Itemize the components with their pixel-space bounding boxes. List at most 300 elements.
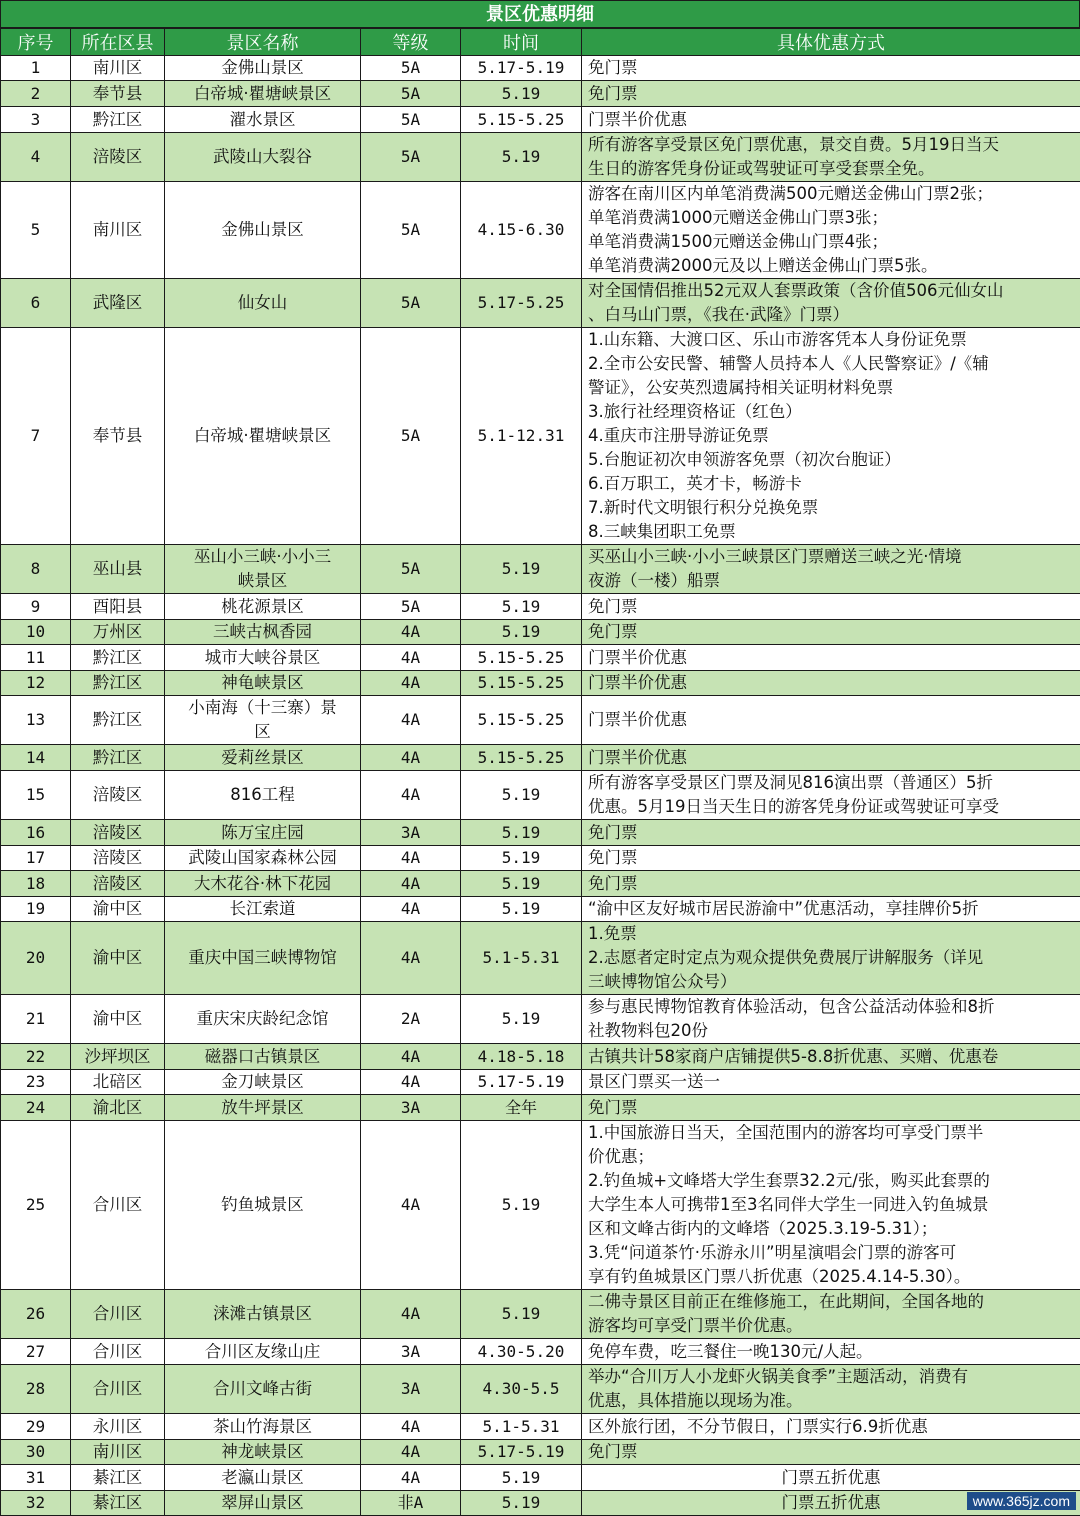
table-row: [1, 696, 1080, 745]
cell-detail-line: 二佛寺景区目前正在维修施工，在此期间，全国各地的: [588, 1290, 1074, 1314]
cell-detail: [582, 1095, 1080, 1121]
cell-no: 24: [1, 1095, 71, 1121]
cell-no: 22: [1, 1044, 71, 1070]
table-row: [1, 1440, 1080, 1465]
cell-scenic-name-line: 长江索道: [169, 897, 356, 921]
cell-scenic-name: [165, 1440, 361, 1465]
cell-detail-line: 买巫山小三峡·小小三峡景区门票赠送三峡之光·情境: [588, 545, 1074, 569]
cell-detail: [582, 871, 1080, 897]
cell-detail: [582, 1044, 1080, 1070]
cell-detail-line: 对全国情侣推出52元双人套票政策（含价值506元仙女山: [588, 279, 1074, 303]
table-row: [1, 995, 1080, 1044]
cell-detail-line: 免门票: [588, 1096, 1074, 1120]
cell-district: 黔江区: [71, 745, 165, 771]
cell-district: 渝中区: [71, 897, 165, 922]
cell-detail-line: 免门票: [588, 1440, 1074, 1464]
table-row: [1, 1491, 1080, 1516]
table-row: [1, 1044, 1080, 1070]
cell-detail: [582, 645, 1080, 671]
cell-district: 永川区: [71, 1414, 165, 1440]
cell-detail: [582, 620, 1080, 645]
cell-detail-line: 单笔消费满2000元及以上赠送金佛山门票5张。: [588, 254, 1074, 278]
table-row: [1, 1339, 1080, 1365]
cell-detail-line: 免门票: [588, 595, 1074, 619]
cell-time: 5.15-5.25: [461, 745, 582, 771]
cell-no: 27: [1, 1339, 71, 1365]
table-row: [1, 182, 1080, 279]
cell-no: 1: [1, 56, 71, 81]
cell-no: 20: [1, 922, 71, 995]
cell-no: 6: [1, 279, 71, 328]
cell-detail-line: 区外旅行团，不分节假日，门票实行6.9折优惠: [588, 1415, 1074, 1439]
cell-scenic-name: [165, 81, 361, 107]
cell-scenic-name: [165, 671, 361, 696]
cell-scenic-name-line: 重庆中国三峡博物馆: [169, 946, 356, 970]
cell-district: 北碚区: [71, 1070, 165, 1095]
cell-detail: [582, 1121, 1080, 1290]
cell-district: 合川区: [71, 1339, 165, 1365]
cell-grade: 4A: [361, 771, 461, 820]
cell-time: 5.1-5.31: [461, 1414, 582, 1440]
table-row: [1, 1365, 1080, 1414]
cell-grade: 4A: [361, 645, 461, 671]
cell-detail-line: “渝中区友好城市居民游渝中”优惠活动，享挂牌价5折: [588, 897, 1074, 921]
table-body: [1, 56, 1080, 1516]
table-row: [1, 897, 1080, 922]
cell-scenic-name-line: 大木花谷·林下花园: [169, 872, 356, 896]
cell-no: 29: [1, 1414, 71, 1440]
cell-scenic-name: [165, 771, 361, 820]
cell-grade: 4A: [361, 1044, 461, 1070]
header-scenic-name: 景区名称: [165, 29, 361, 56]
cell-scenic-name-line: 合川文峰古街: [169, 1377, 356, 1401]
cell-no: 17: [1, 846, 71, 871]
cell-detail-line: 游客均可享受门票半价优惠。: [588, 1314, 1074, 1338]
cell-scenic-name: [165, 133, 361, 182]
cell-district: 涪陵区: [71, 133, 165, 182]
cell-scenic-name-line: 小南海（十三寨）景: [169, 696, 356, 720]
cell-district: 巫山县: [71, 545, 165, 594]
cell-detail-line: 门票半价优惠: [588, 671, 1074, 695]
cell-grade: 4A: [361, 1290, 461, 1339]
cell-grade: 5A: [361, 107, 461, 133]
cell-no: 4: [1, 133, 71, 182]
cell-detail-line: 警证》，公安英烈遗属持相关证明材料免票: [588, 376, 1074, 400]
cell-detail-line: 门票半价优惠: [588, 746, 1074, 770]
cell-detail: [582, 745, 1080, 771]
cell-no: 31: [1, 1465, 71, 1491]
table-row: [1, 1465, 1080, 1491]
cell-time: 5.17-5.25: [461, 279, 582, 328]
cell-scenic-name-line: 磁器口古镇景区: [169, 1045, 356, 1069]
cell-no: 30: [1, 1440, 71, 1465]
cell-grade: 4A: [361, 620, 461, 645]
cell-time: 5.19: [461, 620, 582, 645]
cell-detail-line: 免停车费，吃三餐住一晚130元/人起。: [588, 1340, 1074, 1364]
cell-scenic-name: [165, 1095, 361, 1121]
table-row: [1, 846, 1080, 871]
cell-grade: 2A: [361, 995, 461, 1044]
cell-scenic-name: [165, 1491, 361, 1516]
cell-scenic-name: [165, 897, 361, 922]
cell-scenic-name-line: 老瀛山景区: [169, 1466, 356, 1490]
cell-grade: 4A: [361, 696, 461, 745]
table-row: [1, 1290, 1080, 1339]
cell-district: 奉节县: [71, 328, 165, 545]
cell-grade: 5A: [361, 545, 461, 594]
cell-grade: 4A: [361, 1121, 461, 1290]
cell-detail: [582, 771, 1080, 820]
cell-scenic-name-line: 金刀峡景区: [169, 1070, 356, 1094]
cell-district: 万州区: [71, 620, 165, 645]
cell-scenic-name: [165, 182, 361, 279]
cell-no: 9: [1, 594, 71, 620]
cell-detail-line: 2.志愿者定时定点为观众提供免费展厅讲解服务（详见: [588, 946, 1074, 970]
cell-scenic-name-line: 武陵山大裂谷: [169, 145, 356, 169]
cell-district: 黔江区: [71, 696, 165, 745]
cell-grade: 3A: [361, 820, 461, 846]
cell-detail-line: 优惠，具体措施以现场为准。: [588, 1389, 1074, 1413]
cell-detail-line: 区和文峰古街内的文峰塔（2025.3.19-5.31）；: [588, 1217, 1074, 1241]
cell-grade: 4A: [361, 846, 461, 871]
cell-district: 渝中区: [71, 995, 165, 1044]
cell-scenic-name-line: 巫山小三峡·小小三: [169, 545, 356, 569]
cell-scenic-name: [165, 871, 361, 897]
cell-detail: [582, 995, 1080, 1044]
cell-detail: [582, 671, 1080, 696]
cell-scenic-name-line: 神龟峡景区: [169, 671, 356, 695]
cell-scenic-name-line: 合川区友缘山庄: [169, 1340, 356, 1364]
cell-scenic-name: [165, 1465, 361, 1491]
cell-scenic-name: [165, 620, 361, 645]
cell-district: 酉阳县: [71, 594, 165, 620]
cell-grade: 3A: [361, 1095, 461, 1121]
table-row: [1, 107, 1080, 133]
cell-detail: [582, 107, 1080, 133]
cell-time: 4.30-5.5: [461, 1365, 582, 1414]
cell-district: 涪陵区: [71, 771, 165, 820]
cell-grade: 5A: [361, 56, 461, 81]
cell-time: 5.17-5.19: [461, 1070, 582, 1095]
cell-time: 4.15-6.30: [461, 182, 582, 279]
cell-detail: [582, 1440, 1080, 1465]
cell-detail: [582, 897, 1080, 922]
cell-detail-line: 门票五折优惠: [588, 1491, 1074, 1515]
cell-time: 5.1-12.31: [461, 328, 582, 545]
cell-detail-line: 1.山东籍、大渡口区、乐山市游客凭本人身份证免票: [588, 328, 1074, 352]
cell-detail-line: 4.重庆市注册导游证免票: [588, 424, 1074, 448]
cell-no: 11: [1, 645, 71, 671]
cell-detail: [582, 1465, 1080, 1491]
cell-detail-line: 景区门票买一送一: [588, 1070, 1074, 1094]
cell-detail: [582, 56, 1080, 81]
cell-time: 全年: [461, 1095, 582, 1121]
table-row: [1, 1095, 1080, 1121]
cell-scenic-name-line: 桃花源景区: [169, 595, 356, 619]
cell-district: 沙坪坝区: [71, 1044, 165, 1070]
cell-scenic-name-line: 放牛坪景区: [169, 1096, 356, 1120]
cell-detail-line: 3.凭“问道茶竹·乐游永川”明星演唱会门票的游客可: [588, 1241, 1074, 1265]
cell-no: 13: [1, 696, 71, 745]
table-row: [1, 1070, 1080, 1095]
cell-time: 5.19: [461, 1290, 582, 1339]
cell-detail-line: 单笔消费满1500元赠送金佛山门票4张；: [588, 230, 1074, 254]
cell-time: 5.19: [461, 594, 582, 620]
cell-time: 5.17-5.19: [461, 1440, 582, 1465]
table-row: [1, 645, 1080, 671]
table-row: [1, 545, 1080, 594]
watermark: www.365jz.com: [967, 1492, 1076, 1510]
cell-grade: 3A: [361, 1339, 461, 1365]
cell-detail-line: 8.三峡集团职工免票: [588, 520, 1074, 544]
cell-detail: [582, 545, 1080, 594]
table-row: [1, 745, 1080, 771]
cell-district: 南川区: [71, 1440, 165, 1465]
cell-detail: [582, 594, 1080, 620]
cell-grade: 4A: [361, 1070, 461, 1095]
cell-time: 5.19: [461, 1121, 582, 1290]
header-district: 所在区县: [71, 29, 165, 56]
header-no: 序号: [1, 29, 71, 56]
cell-detail-line: 免门票: [588, 620, 1074, 644]
cell-scenic-name-line: 武陵山国家森林公园: [169, 846, 356, 870]
cell-scenic-name-line: 重庆宋庆龄纪念馆: [169, 1007, 356, 1031]
cell-no: 7: [1, 328, 71, 545]
header-time: 时间: [461, 29, 582, 56]
cell-no: 26: [1, 1290, 71, 1339]
cell-district: 黔江区: [71, 645, 165, 671]
table-row: [1, 594, 1080, 620]
cell-scenic-name-line: 峡景区: [169, 569, 356, 593]
cell-time: 5.19: [461, 1491, 582, 1516]
table-row: [1, 1414, 1080, 1440]
cell-scenic-name: [165, 56, 361, 81]
cell-scenic-name: [165, 922, 361, 995]
cell-detail: [582, 696, 1080, 745]
cell-grade: 4A: [361, 1414, 461, 1440]
cell-scenic-name: [165, 279, 361, 328]
table-row: [1, 81, 1080, 107]
cell-detail-line: 7.新时代文明银行积分兑换免票: [588, 496, 1074, 520]
cell-time: 5.19: [461, 545, 582, 594]
cell-time: 5.15-5.25: [461, 645, 582, 671]
cell-detail: [582, 279, 1080, 328]
cell-detail-line: 免门票: [588, 821, 1074, 845]
cell-scenic-name: [165, 1339, 361, 1365]
cell-district: 黔江区: [71, 107, 165, 133]
cell-district: 涪陵区: [71, 846, 165, 871]
cell-scenic-name: [165, 696, 361, 745]
cell-scenic-name: [165, 846, 361, 871]
cell-detail-line: 享有钓鱼城景区门票八折优惠（2025.4.14-5.30）。: [588, 1265, 1074, 1289]
cell-detail-line: 价优惠；: [588, 1145, 1074, 1169]
cell-detail-line: 举办“合川万人小龙虾火锅美食季”主题活动，消费有: [588, 1365, 1074, 1389]
cell-scenic-name-line: 茶山竹海景区: [169, 1415, 356, 1439]
cell-time: 5.15-5.25: [461, 671, 582, 696]
cell-district: 涪陵区: [71, 871, 165, 897]
cell-detail-line: 免门票: [588, 56, 1074, 80]
cell-detail-line: 三峡博物馆公众号）: [588, 970, 1074, 994]
cell-grade: 4A: [361, 1440, 461, 1465]
cell-no: 10: [1, 620, 71, 645]
cell-no: 23: [1, 1070, 71, 1095]
cell-district: 合川区: [71, 1365, 165, 1414]
cell-scenic-name: [165, 995, 361, 1044]
cell-grade: 3A: [361, 1365, 461, 1414]
cell-detail: [582, 820, 1080, 846]
cell-detail-line: 2.钓鱼城+文峰塔大学生套票32.2元/张，购买此套票的: [588, 1169, 1074, 1193]
table-row: [1, 671, 1080, 696]
cell-detail: [582, 1414, 1080, 1440]
cell-detail-line: 社教物料包20份: [588, 1019, 1074, 1043]
cell-detail-line: 游客在南川区内单笔消费满500元赠送金佛山门票2张；: [588, 182, 1074, 206]
cell-detail: [582, 328, 1080, 545]
cell-grade: 4A: [361, 1465, 461, 1491]
cell-time: 5.19: [461, 846, 582, 871]
cell-grade: 5A: [361, 594, 461, 620]
cell-scenic-name: [165, 745, 361, 771]
cell-no: 14: [1, 745, 71, 771]
cell-scenic-name-line: 816工程: [169, 783, 356, 807]
cell-detail-line: 门票半价优惠: [588, 646, 1074, 670]
cell-time: 4.18-5.18: [461, 1044, 582, 1070]
table-row: [1, 56, 1080, 81]
cell-detail-line: 所有游客享受景区免门票优惠，景交自费。5月19日当天: [588, 133, 1074, 157]
cell-detail-line: 门票半价优惠: [588, 708, 1074, 732]
cell-district: 渝北区: [71, 1095, 165, 1121]
cell-grade: 5A: [361, 328, 461, 545]
table-row: [1, 620, 1080, 645]
cell-time: 5.19: [461, 820, 582, 846]
table-row: [1, 1121, 1080, 1290]
cell-time: 5.19: [461, 81, 582, 107]
cell-detail-line: 参与惠民博物馆教育体验活动，包含公益活动体验和8折: [588, 995, 1074, 1019]
table-row: [1, 871, 1080, 897]
cell-scenic-name-line: 白帝城·瞿塘峡景区: [169, 82, 356, 106]
cell-scenic-name: [165, 328, 361, 545]
table-row: [1, 820, 1080, 846]
cell-detail-line: 1.免票: [588, 922, 1074, 946]
cell-no: 15: [1, 771, 71, 820]
cell-scenic-name-line: 神龙峡景区: [169, 1440, 356, 1464]
header-grade: 等级: [361, 29, 461, 56]
cell-grade: 4A: [361, 897, 461, 922]
cell-no: 25: [1, 1121, 71, 1290]
cell-detail: [582, 922, 1080, 995]
cell-scenic-name-line: 爱莉丝景区: [169, 746, 356, 770]
cell-time: 5.15-5.25: [461, 107, 582, 133]
cell-no: 2: [1, 81, 71, 107]
cell-grade: 4A: [361, 922, 461, 995]
cell-no: 21: [1, 995, 71, 1044]
cell-detail-line: 所有游客享受景区门票及洞见816演出票（普通区）5折: [588, 771, 1074, 795]
cell-detail: [582, 133, 1080, 182]
cell-scenic-name-line: 濯水景区: [169, 108, 356, 132]
cell-time: 5.15-5.25: [461, 696, 582, 745]
cell-scenic-name: [165, 107, 361, 133]
cell-detail: [582, 1339, 1080, 1365]
table-row: [1, 133, 1080, 182]
cell-scenic-name: [165, 1365, 361, 1414]
cell-grade: 4A: [361, 745, 461, 771]
cell-scenic-name-line: 钓鱼城景区: [169, 1193, 356, 1217]
cell-scenic-name: [165, 1290, 361, 1339]
cell-detail-line: 古镇共计58家商户店铺提供5-8.8折优惠、买赠、优惠卷: [588, 1045, 1074, 1069]
cell-no: 19: [1, 897, 71, 922]
cell-grade: 非A: [361, 1491, 461, 1516]
table-row: [1, 328, 1080, 545]
cell-district: 武隆区: [71, 279, 165, 328]
cell-scenic-name-line: 城市大峡谷景区: [169, 646, 356, 670]
cell-scenic-name: [165, 594, 361, 620]
cell-scenic-name-line: 涞滩古镇景区: [169, 1302, 356, 1326]
cell-detail: [582, 182, 1080, 279]
cell-detail-line: 生日的游客凭身份证或驾驶证可享受套票全免。: [588, 157, 1074, 181]
cell-grade: 5A: [361, 182, 461, 279]
cell-scenic-name-line: 金佛山景区: [169, 56, 356, 80]
cell-detail-line: 单笔消费满1000元赠送金佛山门票3张；: [588, 206, 1074, 230]
cell-time: 5.19: [461, 871, 582, 897]
cell-detail: [582, 846, 1080, 871]
cell-detail: [582, 81, 1080, 107]
cell-scenic-name: [165, 645, 361, 671]
cell-time: 5.17-5.19: [461, 56, 582, 81]
cell-detail-line: 1.中国旅游日当天，全国范围内的游客均可享受门票半: [588, 1121, 1074, 1145]
cell-time: 5.19: [461, 897, 582, 922]
cell-detail-line: 大学生本人可携带1至3名同伴大学生一同进入钓鱼城景: [588, 1193, 1074, 1217]
cell-district: 綦江区: [71, 1491, 165, 1516]
cell-district: 黔江区: [71, 671, 165, 696]
cell-detail: [582, 1070, 1080, 1095]
cell-detail-line: 免门票: [588, 872, 1074, 896]
cell-detail: [582, 1365, 1080, 1414]
cell-scenic-name: [165, 1121, 361, 1290]
cell-detail-line: 6.百万职工，英才卡，畅游卡: [588, 472, 1074, 496]
cell-scenic-name-line: 三峡古枫香园: [169, 620, 356, 644]
cell-time: 5.19: [461, 1465, 582, 1491]
cell-time: 5.19: [461, 133, 582, 182]
cell-no: 12: [1, 671, 71, 696]
cell-detail-line: 门票五折优惠: [588, 1466, 1074, 1490]
cell-no: 28: [1, 1365, 71, 1414]
table-row: [1, 922, 1080, 995]
cell-scenic-name: [165, 1044, 361, 1070]
cell-time: 5.19: [461, 771, 582, 820]
cell-detail-line: 夜游（一楼）船票: [588, 569, 1074, 593]
cell-grade: 4A: [361, 671, 461, 696]
cell-detail-line: 3.旅行社经理资格证（红色）: [588, 400, 1074, 424]
cell-scenic-name: [165, 545, 361, 594]
table-row: [1, 279, 1080, 328]
cell-district: 渝中区: [71, 922, 165, 995]
cell-scenic-name-line: 金佛山景区: [169, 218, 356, 242]
cell-district: 合川区: [71, 1290, 165, 1339]
cell-district: 合川区: [71, 1121, 165, 1290]
cell-detail: [582, 1290, 1080, 1339]
cell-scenic-name-line: 白帝城·瞿塘峡景区: [169, 424, 356, 448]
cell-time: 5.1-5.31: [461, 922, 582, 995]
cell-district: 南川区: [71, 56, 165, 81]
cell-scenic-name-line: 陈万宝庄园: [169, 821, 356, 845]
cell-scenic-name-line: 区: [169, 720, 356, 744]
cell-district: 奉节县: [71, 81, 165, 107]
cell-detail-line: 免门票: [588, 846, 1074, 870]
cell-no: 3: [1, 107, 71, 133]
cell-no: 18: [1, 871, 71, 897]
cell-no: 8: [1, 545, 71, 594]
header-row: [1, 29, 1080, 56]
cell-scenic-name: [165, 1414, 361, 1440]
